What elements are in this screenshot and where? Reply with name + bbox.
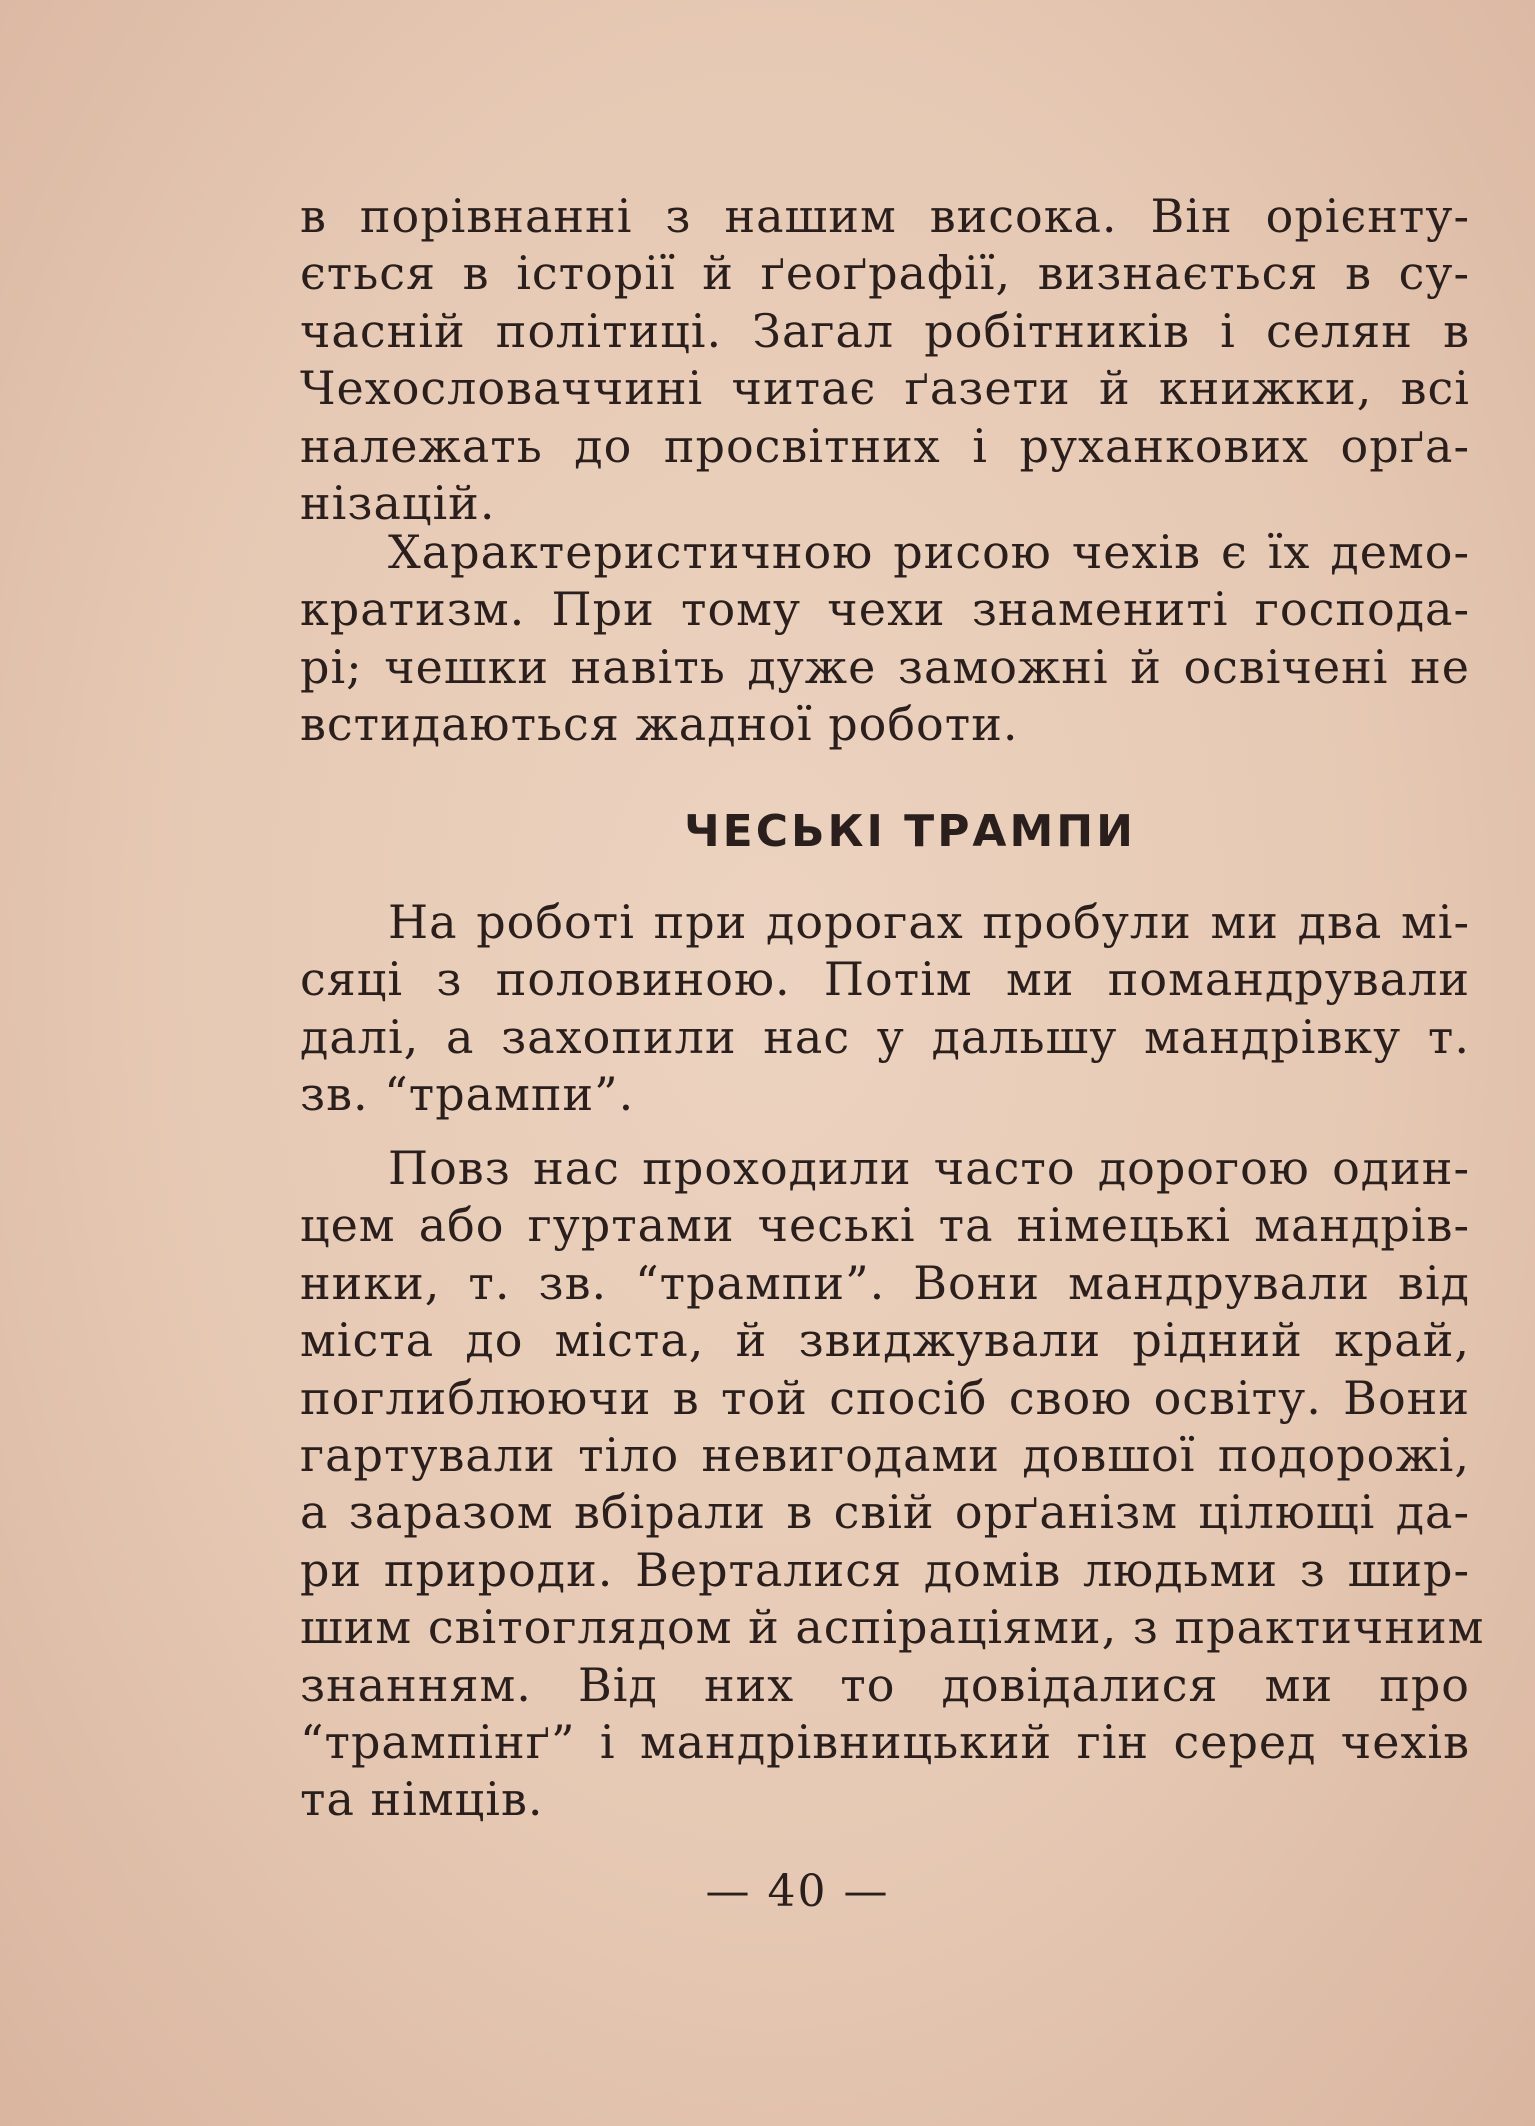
text-line: На роботі при дорогах пробули ми два мі- [388, 895, 1470, 949]
section-heading: ЧЕСЬКІ ТРАМПИ [684, 806, 1136, 857]
text-line: Повз нас проходили часто дорогою один- [388, 1141, 1470, 1195]
paragraph [300, 188, 1470, 532]
text-line: рі; чешки навіть дуже заможні й освічені не [300, 639, 1470, 694]
text-line: далі, а захопили нас у дальшу мандрівку т. [300, 1009, 1470, 1064]
text-line: ри природи. Верталися домів людьми з шир- [300, 1542, 1470, 1597]
paragraph [300, 1140, 1485, 1829]
text-line: міста до міста, й звиджували рідний край, [300, 1313, 1470, 1368]
text-line: ники, т. зв. “трампи”. Вони мандрували від [300, 1255, 1470, 1310]
text-line: встидаються жадної роботи. [300, 697, 1019, 752]
text-line: ється в історії й ґеоґрафії, визнається в су- [300, 246, 1470, 301]
paragraph [300, 894, 1470, 1124]
text-line: належать до просвітних і руханкових орґа- [300, 418, 1470, 473]
text-line: “трампінґ” і мандрівницький гін серед чехів [300, 1715, 1470, 1770]
text-line: а заразом вбірали в свій орґанізм цілющі да- [300, 1485, 1470, 1540]
text-line: Характеристичною рисою чехів є їх демо- [388, 525, 1470, 579]
text-line: шим світоглядом й аспіраціями, з практичним [300, 1600, 1485, 1655]
text-line: зв. “трампи”. [300, 1067, 635, 1122]
text-line: нізацій. [300, 476, 496, 531]
text-line: цем або гуртами чеські та німецькі мандрів- [300, 1198, 1470, 1253]
text-line: знанням. Від них то довідалися ми про [300, 1657, 1470, 1712]
text-line: кратизм. При тому чехи знамениті господа- [300, 582, 1470, 637]
text-line: та німців. [300, 1772, 544, 1827]
text-line: сяці з половиною. Потім ми помандрували [300, 952, 1470, 1007]
text-line: гартували тіло невигодами довшої подорожі, [300, 1428, 1470, 1483]
text-line: поглиблюючи в той спосіб свою освіту. Вони [300, 1370, 1470, 1425]
text-line: Чехословаччині читає ґазети й книжки, всі [300, 361, 1470, 416]
text-line: часній політиці. Загал робітників і селян в [300, 303, 1470, 358]
paragraph [300, 524, 1470, 754]
text-line: в порівнанні з нашим висока. Він орієнту- [300, 189, 1470, 243]
page-number: — 40 — [705, 1866, 890, 1917]
